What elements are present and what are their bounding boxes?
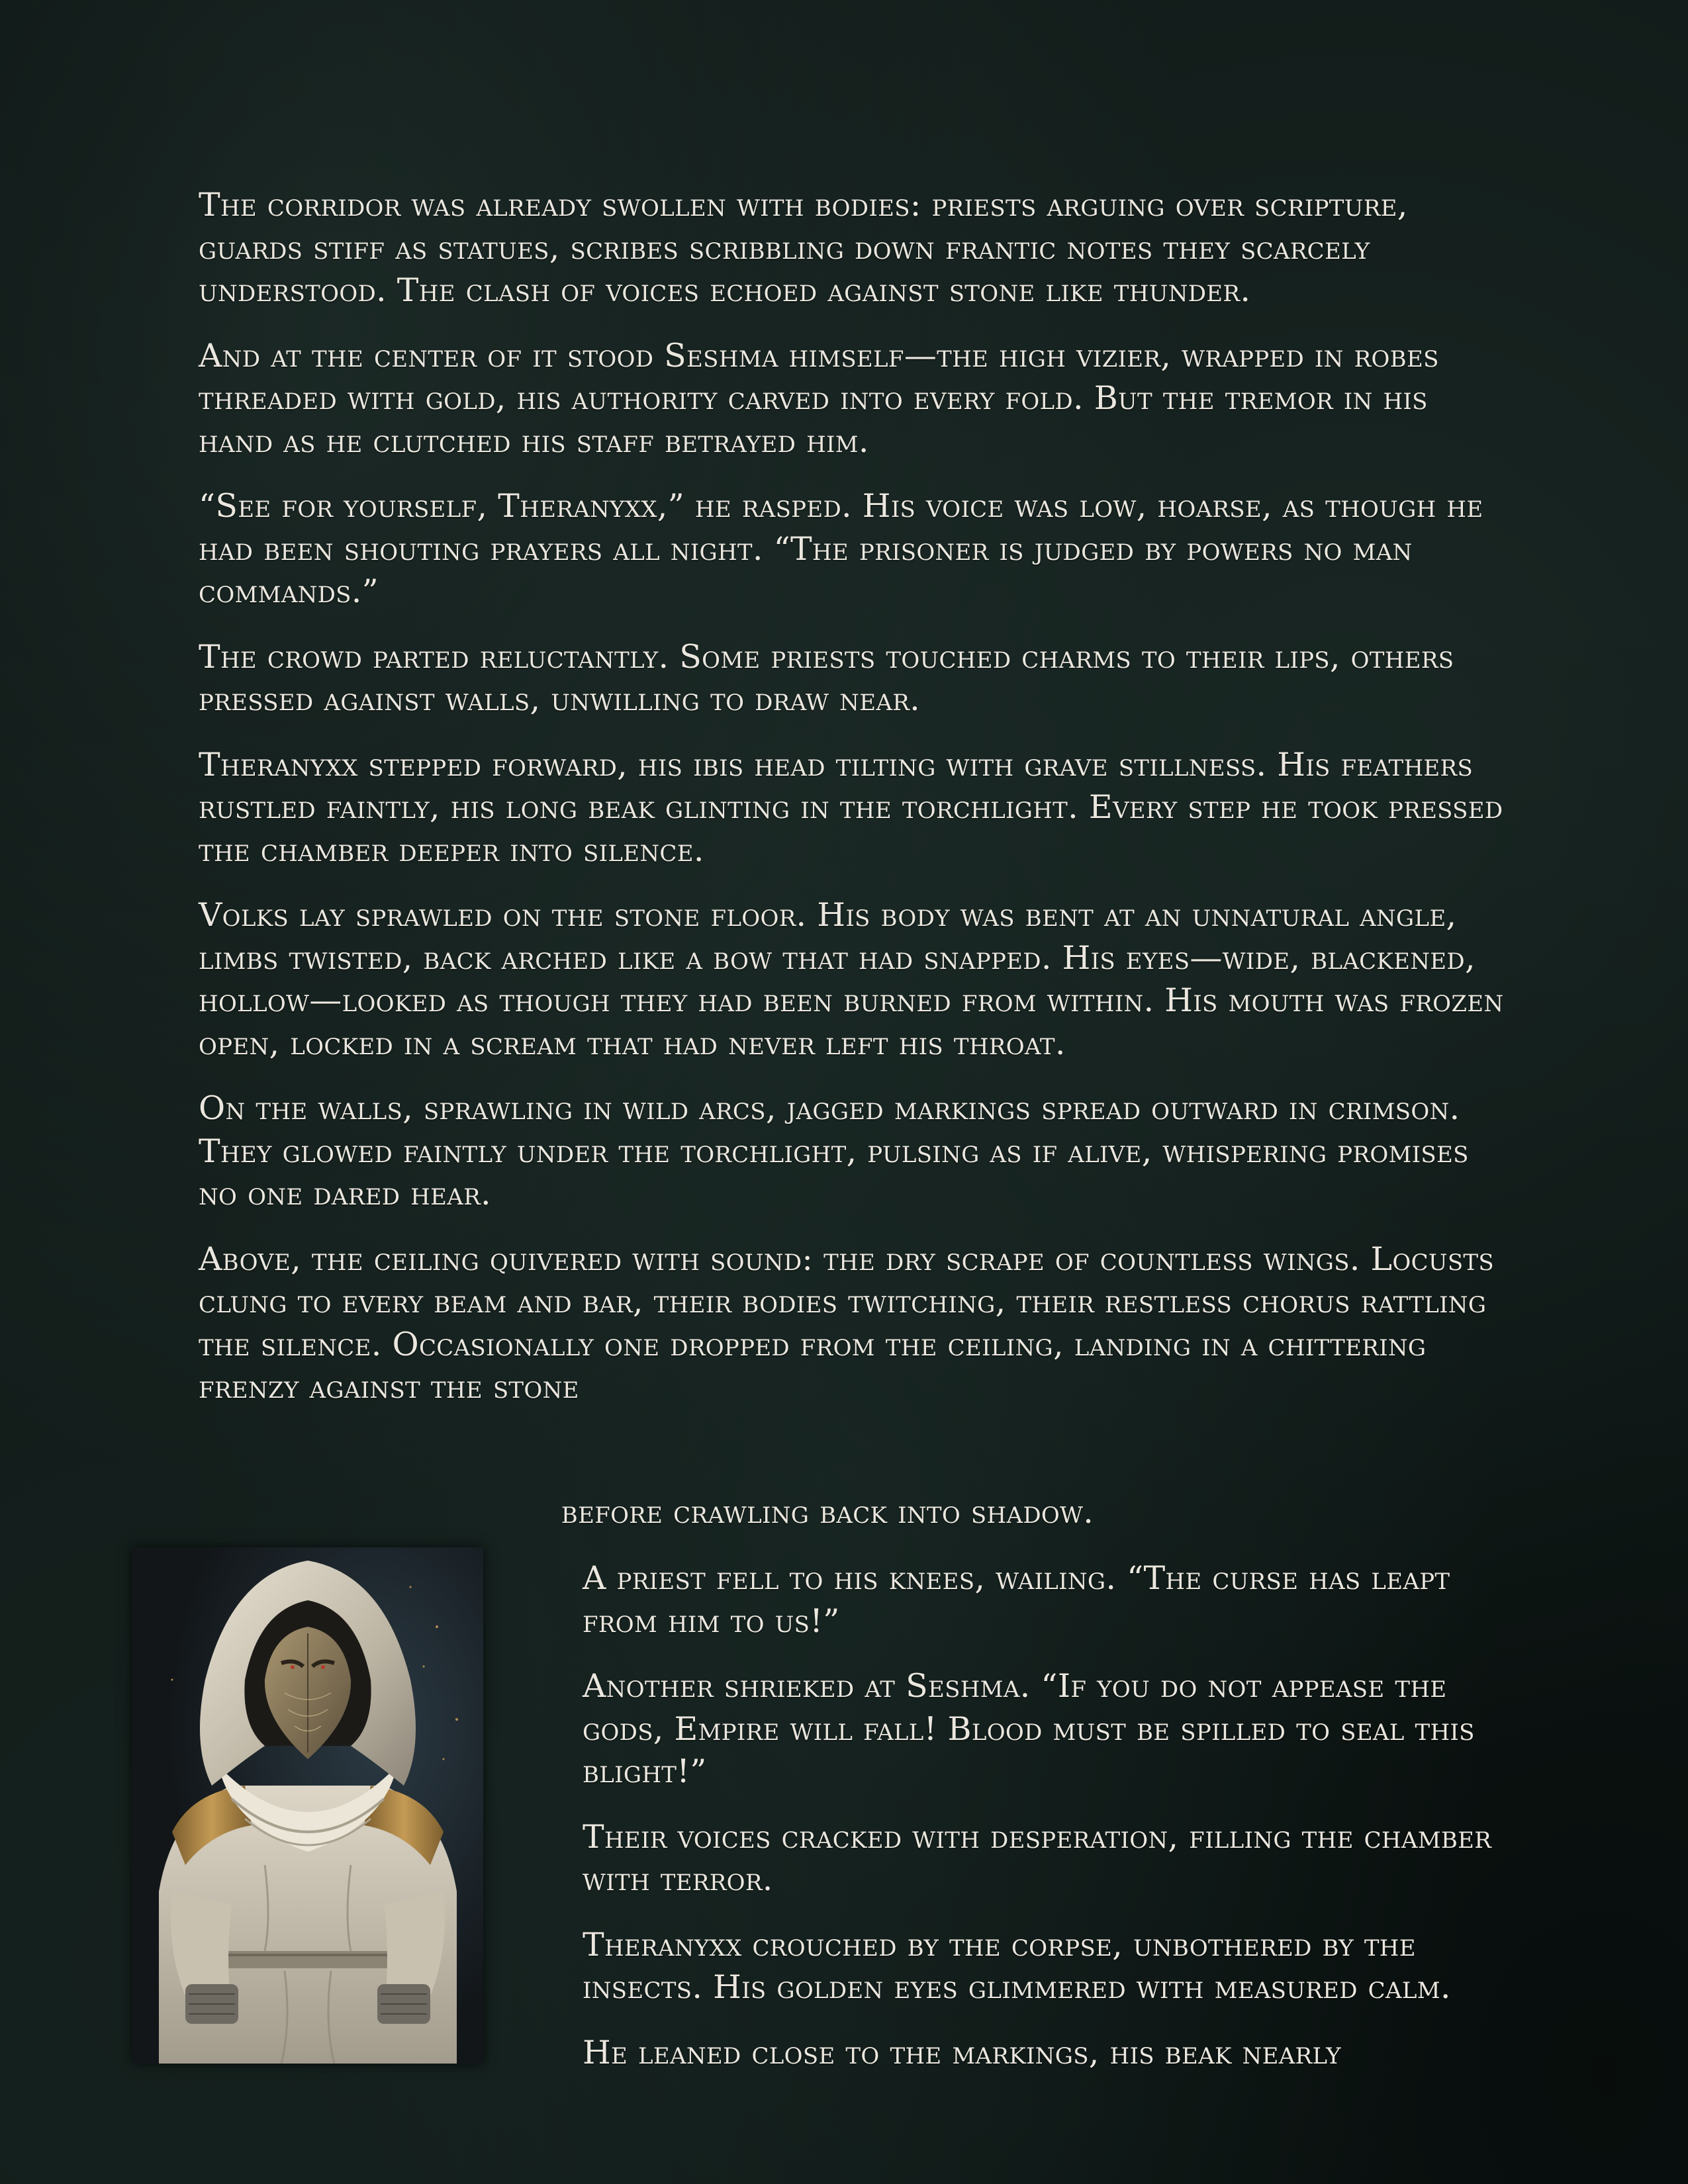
paragraph-7: On the walls, sprawling in wild arcs, jagged markings spread outward in crimson. They glowed faintly under the torchlight, pulsing as if alive, whispering promises no one dared hear. [199, 1089, 1469, 1212]
paragraph-3: “See for yourself, Theranyxx,” he rasped. His voice was low, hoarse, as though he had been shouting prayers all night. “The prisoner is judged by powers no man commands.” [199, 487, 1483, 610]
paragraph-8: Above, the ceiling quivered with sound: the dry scrape of countless wings. Locusts clung to every beam and bar, their bodies twitching, their restless chorus rattling the silence. Occasionally one dropped from the ceiling, landing in a chittering frenzy against the stone [199, 1240, 1495, 1406]
main-text-column [199, 184, 1509, 1413]
side-paragraph-1: A priest fell to his knees, wailing. “The curse has leapt from him to us!” [583, 1559, 1450, 1640]
paragraph-4: The crowd parted reluctantly. Some priests touched charms to their lips, others pressed against walls, unwilling to draw near. [199, 637, 1454, 718]
side-paragraph-2: Another shrieked at Seshma. “If you do not appease the gods, Empire will fall! Blood must be spilled to seal this blight!” [583, 1667, 1475, 1790]
paragraph-2: And at the center of it stood Seshma himself—the high vizier, wrapped in robes threaded with gold, his authority carved into every fold. But the tremor in his hand as he clutched his staff betrayed him. [199, 336, 1439, 460]
hooded-figure-illustration [132, 1547, 483, 2064]
side-paragraph-3: Their voices cracked with desperation, filling the chamber with terror. [583, 1817, 1492, 1898]
paragraph-1: The corridor was already swollen with bodies: priests arguing over scripture, guards stiff as statues, scribes scribbling down frantic notes they scarcely understood. The clash of voices echoed against stone like thunder. [199, 186, 1408, 309]
side-paragraph-4: Theranyxx crouched by the corpse, unbothered by the insects. His golden eyes glimmered with measured calm. [583, 1925, 1451, 2006]
side-paragraph-5: He leaned close to the markings, his beak nearly [583, 2033, 1341, 2071]
paragraph-6: Volks lay sprawled on the stone floor. His body was bent at an unnatural angle, limbs twisted, back arched like a bow that had snapped. His eyes—wide, blackened, hollow—looked as though they had been burned from within. His mouth was frozen open, locked in a scream that had never left his throat. [199, 896, 1504, 1062]
paragraph-5: Theranyxx stepped forward, his ibis head tilting with grave stillness. His feathers rustled faintly, his long beak glinting in the torchlight. Every step he took pressed the chamber deeper into silence. [199, 745, 1503, 869]
paragraph-8-continuation: before crawling back into shadow. [561, 1493, 1094, 1531]
side-text-column [583, 1557, 1509, 2097]
